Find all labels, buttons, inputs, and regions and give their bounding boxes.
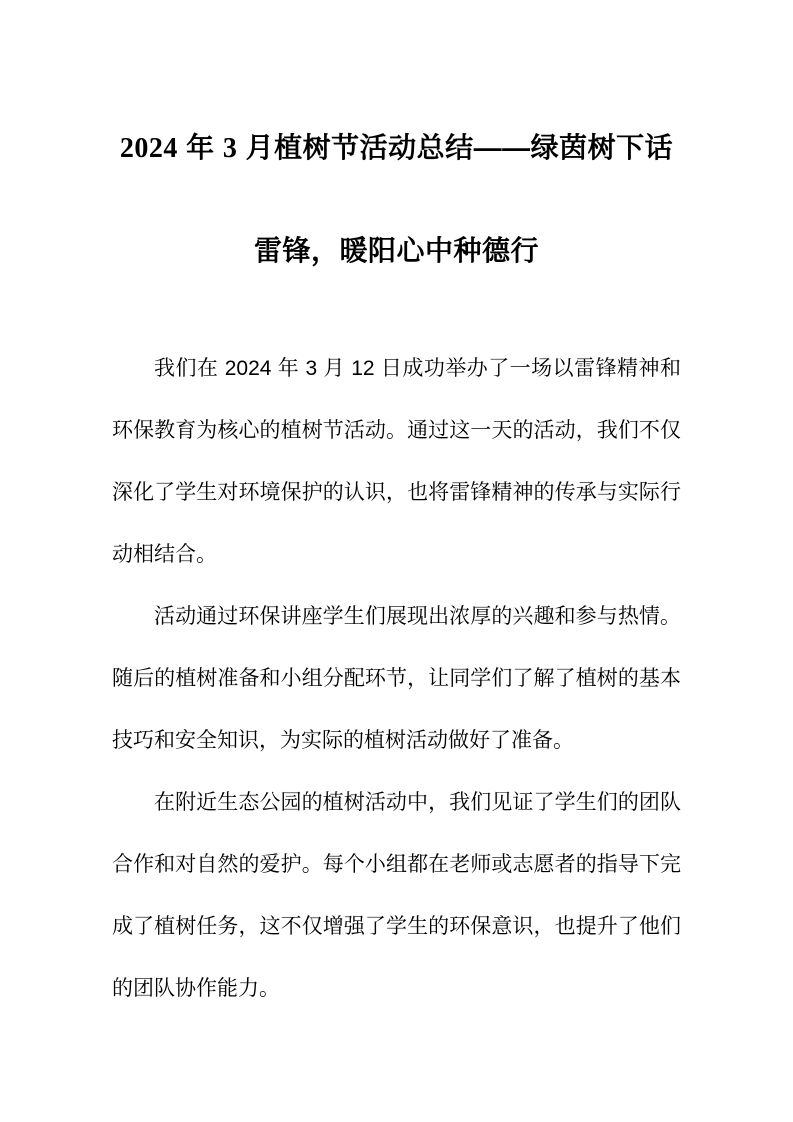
document-title-line-2: 雷锋，暖阳心中种德行: [253, 235, 539, 266]
paragraph-3: 在附近生态公园的植树活动中，我们见证了学生们的团队合作和对自然的爱护。每个小组都在老师或志愿者的指导下完成了植树任务，这不仅增强了学生的环保意识，也提升了他们的团队协作能力。: [112, 791, 681, 1000]
document-title: [112, 97, 681, 302]
document-body: [112, 338, 681, 1020]
document-title-line-1: 2024 年 3 月植树节活动总结——绿茵树下话: [119, 132, 674, 164]
paragraph-2: 活动通过环保讲座学生们展现出浓厚的兴趣和参与热情。随后的植树准备和小组分配环节，让同学们了解了植树的基本技巧和安全知识，为实际的植树活动做好了准备。: [112, 605, 681, 752]
paragraph-1: 我们在 2024 年 3 月 12 日成功举办了一场以雷锋精神和环保教育为核心的植树节活动。通过这一天的活动，我们不仅深化了学生对环境保护的认识，也将雷锋精神的传承与实际行动相结合。: [112, 357, 681, 566]
